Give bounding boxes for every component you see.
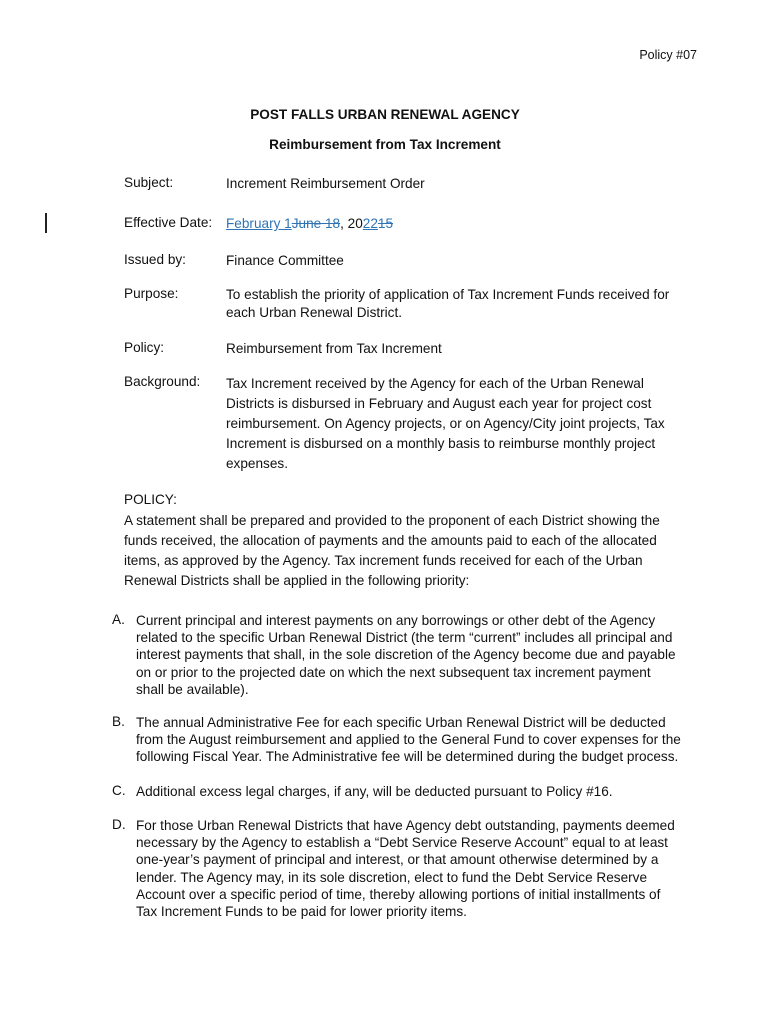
deleted-text: June 18 <box>291 216 341 231</box>
document-title: POST FALLS URBAN RENEWAL AGENCY <box>250 107 520 122</box>
text-line: reimbursement. On Agency projects, or on Agency/City joint projects, Tax <box>226 416 665 431</box>
field-value: Reimbursement from Tax Increment <box>226 341 442 356</box>
text-line: Renewal Districts shall be applied in the following priority: <box>124 573 470 588</box>
policy-paragraph <box>124 511 684 591</box>
revision-change-bar <box>45 213 47 233</box>
item-text <box>136 817 702 920</box>
text-line: related to the specific Urban Renewal District (the term “current” includes all principal and <box>136 630 673 646</box>
inserted-text: February 1 <box>226 216 292 231</box>
item-text <box>136 714 702 766</box>
text-line: Current principal and interest payments on any borrowings or other debt of the Agency <box>136 613 656 628</box>
item-letter: D. <box>112 817 126 832</box>
item-text <box>136 612 702 698</box>
item-text <box>136 783 702 800</box>
field-value <box>226 215 696 233</box>
field-value <box>226 286 696 322</box>
text-line: each Urban Renewal District. <box>226 305 403 320</box>
text-line: items, as approved by the Agency. Tax increment funds received for each of the Urban <box>124 553 643 568</box>
text-line: shall be available). <box>136 681 249 697</box>
text-line: following Fiscal Year. The Administrative fee will be determined during the budget process. <box>136 749 679 765</box>
text-line: Tax Increment received by the Agency for each of the Urban Renewal <box>226 376 644 391</box>
text-line: necessary by the Agency to establish a “Debt Service Reserve Account” equal to at least <box>136 835 668 851</box>
text-line: For those Urban Renewal Districts that have Agency debt outstanding, payments deemed <box>136 818 675 833</box>
item-letter: B. <box>112 714 125 729</box>
policy-number: Policy #07 <box>639 48 697 62</box>
field-label: Subject: <box>124 175 174 190</box>
item-letter: A. <box>112 612 125 627</box>
text-line: Account over a specific period of time, thereby allowing portions of initial installments of <box>136 886 661 902</box>
field-label: Purpose: <box>124 286 179 301</box>
text-line: A statement shall be prepared and provided to the proponent of each District showing the <box>124 513 660 528</box>
deleted-text: 15 <box>377 216 394 231</box>
text-line: on or prior to the projected date on which the next subsequent tax increment payment <box>136 664 651 680</box>
field-value: Increment Reimbursement Order <box>226 176 425 191</box>
text-line: Tax Increment Funds to be paid for lower priority items. <box>136 904 467 920</box>
date-separator: , 20 <box>340 216 363 231</box>
text-line: The annual Administrative Fee for each specific Urban Renewal District will be deducted <box>136 715 666 730</box>
item-letter: C. <box>112 783 126 798</box>
inserted-text: 22 <box>362 216 378 231</box>
text-line: Increment is disbursed on a monthly basis to reimburse monthly project <box>226 436 656 451</box>
text-line: expenses. <box>226 456 288 471</box>
text-line: Districts is disbursed in February and August each year for project cost <box>226 396 652 411</box>
text-line: To establish the priority of application of Tax Increment Funds received for <box>226 287 670 302</box>
field-label: Policy: <box>124 340 165 355</box>
text-line: lender. The Agency may, in its sole discretion, elect to fund the Debt Service Reserve <box>136 869 648 885</box>
text-line: from the August reimbursement and applied to the General Fund to cover expenses for the <box>136 732 681 748</box>
field-label: Background: <box>124 374 201 389</box>
text-line: funds received, the allocation of payments and the amounts paid to each of the allocated <box>124 533 657 548</box>
text-line: interest payments that shall, in the sole discretion of the Agency become due and payable <box>136 647 676 663</box>
field-label: Issued by: <box>124 252 186 267</box>
field-value <box>226 374 696 474</box>
text-line: Additional excess legal charges, if any, will be deducted pursuant to Policy #16. <box>136 784 613 799</box>
field-label: Effective Date: <box>124 215 213 230</box>
field-value: Finance Committee <box>226 253 344 268</box>
document-subtitle: Reimbursement from Tax Increment <box>269 137 501 152</box>
text-line: one-year’s payment of principal and interest, or that amount otherwise determined by a <box>136 852 659 868</box>
policy-heading: POLICY: <box>124 492 177 507</box>
